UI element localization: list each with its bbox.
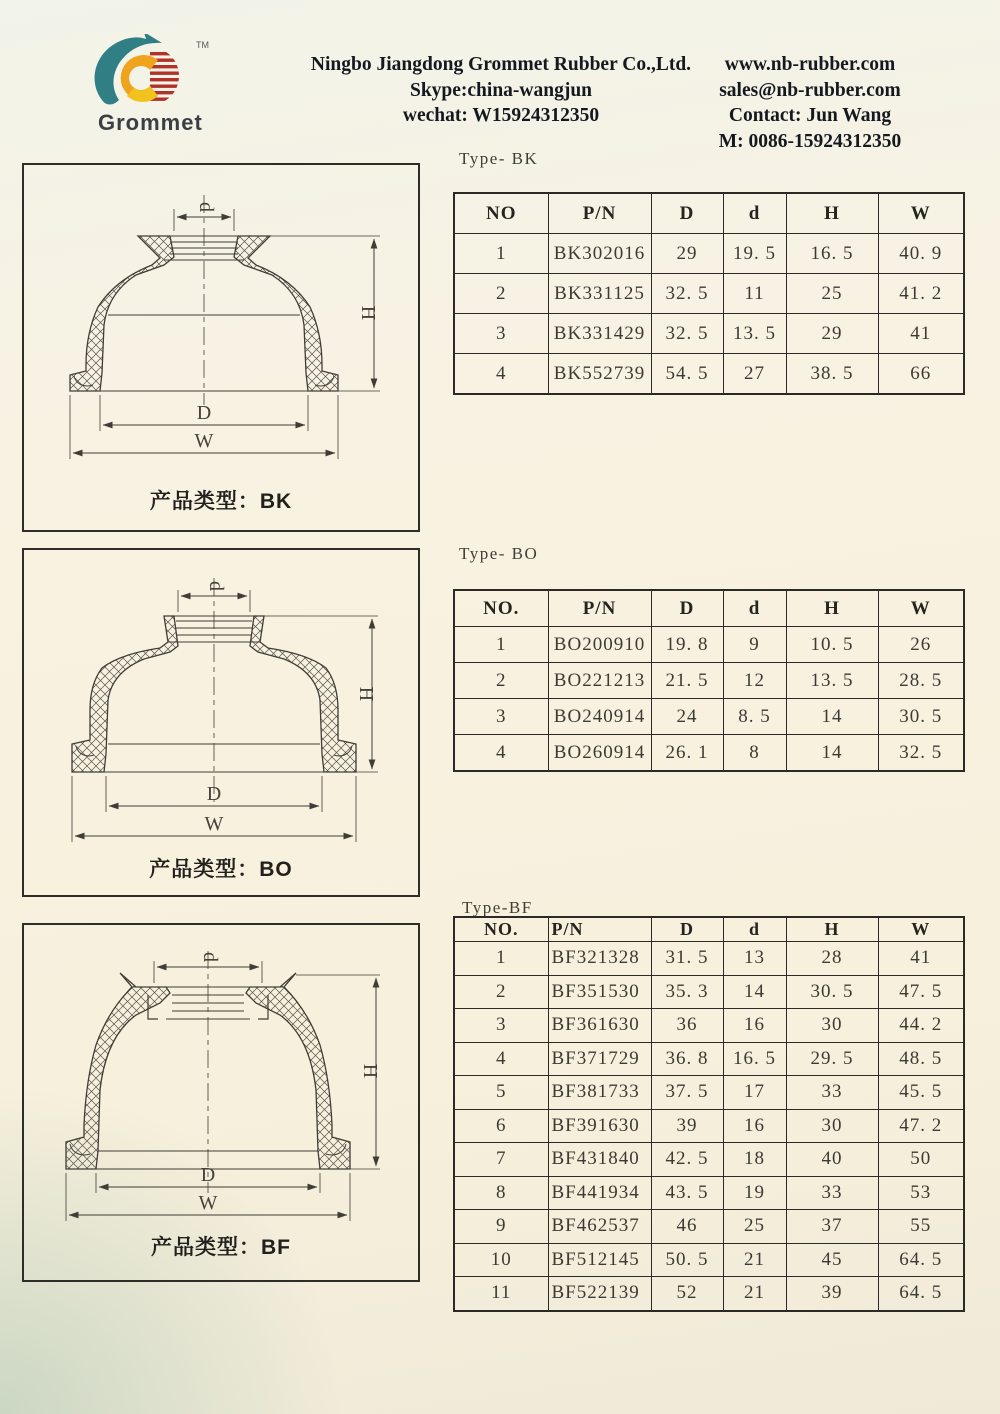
column-header: H (786, 590, 878, 627)
dim-label-w: W (198, 1192, 218, 1214)
table-cell: 14 (786, 735, 878, 772)
table-cell: 33 (786, 1076, 878, 1110)
table-cell: 21 (723, 1277, 786, 1311)
table-header-row (454, 193, 964, 234)
dim-label-h: H (355, 686, 377, 702)
table-cell: 53 (878, 1176, 964, 1210)
table-row (454, 942, 964, 976)
table-cell: 5 (454, 1076, 548, 1110)
table-cell: 37 (786, 1210, 878, 1244)
table-cell: BO240914 (548, 699, 651, 735)
table-cell: 29 (651, 234, 723, 274)
type-label-bf: Type-BF (462, 898, 533, 917)
bo-spec-table (453, 589, 965, 772)
table-cell: 45 (786, 1243, 878, 1277)
table-cell: BF361630 (548, 1009, 651, 1043)
table-cell: 45. 5 (878, 1076, 964, 1110)
table-cell: BF431840 (548, 1143, 651, 1177)
table-cell: 28. 5 (878, 663, 964, 699)
table-cell: 41 (878, 314, 964, 354)
type-label-bo: Type- BO (459, 544, 539, 563)
table-cell: 3 (454, 699, 548, 735)
table-cell: 40. 9 (878, 234, 964, 274)
table-cell: BO221213 (548, 663, 651, 699)
table-cell: 1 (454, 234, 548, 274)
table-cell: 8. 5 (723, 699, 786, 735)
table-cell: BF371729 (548, 1042, 651, 1076)
table-cell: 25 (786, 274, 878, 314)
contact-person: Contact: Jun Wang (728, 105, 892, 126)
dim-label-h: H (359, 1063, 381, 1079)
table-cell: 9 (454, 1210, 548, 1244)
table-cell: 11 (454, 1277, 548, 1311)
dim-label-w: W (204, 813, 224, 835)
table-cell: 19. 5 (723, 234, 786, 274)
table-cell: 24 (651, 699, 723, 735)
table-cell: 3 (454, 314, 548, 354)
bk-cross-section-drawing (24, 165, 418, 530)
grommet-logo-icon (84, 34, 254, 114)
table-cell: 4 (454, 1042, 548, 1076)
table-cell: 12 (723, 663, 786, 699)
bk-dimension-lines (73, 217, 374, 453)
table-cell: 29. 5 (786, 1042, 878, 1076)
table-cell: 11 (723, 274, 786, 314)
table-cell: 43. 5 (651, 1176, 723, 1210)
table-row (454, 1009, 964, 1043)
company-logo (84, 34, 254, 144)
column-header: D (651, 590, 723, 627)
company-info (296, 52, 706, 129)
table-cell: 10. 5 (786, 627, 878, 663)
table-header-row (454, 590, 964, 627)
table-cell: 47. 5 (878, 975, 964, 1009)
table-cell: 8 (723, 735, 786, 772)
bk-drawing-box (22, 163, 420, 532)
column-header: W (878, 917, 964, 942)
column-header: d (723, 193, 786, 234)
table-cell: BF391630 (548, 1109, 651, 1143)
table-cell: BF321328 (548, 942, 651, 976)
table-cell: 27 (723, 354, 786, 395)
table-row (454, 1109, 964, 1143)
sales-email: sales@nb-rubber.com (719, 79, 901, 101)
table-cell: 64. 5 (878, 1243, 964, 1277)
table-row (454, 627, 964, 663)
table-cell: 64. 5 (878, 1277, 964, 1311)
table-cell: 66 (878, 354, 964, 395)
column-header: NO. (454, 917, 548, 942)
column-header: NO (454, 193, 548, 234)
table-row (454, 274, 964, 314)
type-label-bk: Type- BK (459, 149, 539, 168)
table-cell: 14 (723, 975, 786, 1009)
table-cell: 16 (723, 1109, 786, 1143)
bf-caption: 产品类型：BF (151, 1236, 291, 1259)
table-row (454, 975, 964, 1009)
column-header: d (723, 590, 786, 627)
table-cell: 19. 8 (651, 627, 723, 663)
bf-drawing-box (22, 923, 420, 1282)
table-header-row (454, 917, 964, 942)
table-cell: 10 (454, 1243, 548, 1277)
table-cell: 36. 8 (651, 1042, 723, 1076)
table-cell: 40 (786, 1143, 878, 1177)
table-cell: BK331125 (548, 274, 651, 314)
table-cell: 4 (454, 354, 548, 395)
table-cell: BK331429 (548, 314, 651, 354)
column-header: P/N (548, 590, 651, 627)
table-cell: 55 (878, 1210, 964, 1244)
table-cell: 48. 5 (878, 1042, 964, 1076)
table-cell: BF441934 (548, 1176, 651, 1210)
table-cell: 41 (878, 942, 964, 976)
column-header: P/N (548, 193, 651, 234)
column-header: H (786, 917, 878, 942)
table-row (454, 1042, 964, 1076)
bo-caption: 产品类型：BO (149, 858, 293, 881)
bf-cross-section-drawing (24, 925, 418, 1280)
table-row (454, 1176, 964, 1210)
column-header: W (878, 590, 964, 627)
table-cell: 3 (454, 1009, 548, 1043)
table-cell: 2 (454, 663, 548, 699)
table-cell: 2 (454, 274, 548, 314)
table-cell: 28 (786, 942, 878, 976)
dim-label-big-d: D (200, 1164, 216, 1186)
table-cell: 32. 5 (878, 735, 964, 772)
table-cell: 41. 2 (878, 274, 964, 314)
table-cell: 33 (786, 1176, 878, 1210)
table-row (454, 354, 964, 395)
bf-dimension-lines (69, 967, 376, 1215)
table-cell: 16 (723, 1009, 786, 1043)
table-cell: 14 (786, 699, 878, 735)
table-row (454, 699, 964, 735)
table-cell: 44. 2 (878, 1009, 964, 1043)
table-cell: 46 (651, 1210, 723, 1244)
table-cell: BK302016 (548, 234, 651, 274)
table-cell: BF381733 (548, 1076, 651, 1110)
dim-label-w: W (194, 430, 214, 452)
table-cell: 18 (723, 1143, 786, 1177)
bk-extension-lines (70, 195, 380, 459)
column-header: D (651, 917, 723, 942)
table-cell: BF522139 (548, 1277, 651, 1311)
company-skype: Skype:china-wangjun (409, 79, 593, 101)
table-cell: 30 (786, 1109, 878, 1143)
dim-label-big-d: D (196, 402, 212, 424)
table-cell: 13 (723, 942, 786, 976)
table-cell: BF512145 (548, 1243, 651, 1277)
table-cell: 8 (454, 1176, 548, 1210)
table-cell: 16. 5 (723, 1042, 786, 1076)
table-cell: 4 (454, 735, 548, 772)
trademark-symbol: TM (196, 40, 209, 50)
table-row (454, 314, 964, 354)
dim-label-h: H (357, 305, 379, 321)
table-row (454, 735, 964, 772)
table-row (454, 1143, 964, 1177)
column-header: P/N (548, 917, 651, 942)
table-cell: 7 (454, 1143, 548, 1177)
bf-extension-lines (66, 951, 380, 1221)
table-cell: 52 (651, 1277, 723, 1311)
table-cell: 13. 5 (723, 314, 786, 354)
table-cell: 54. 5 (651, 354, 723, 395)
mobile-number: M: 0086-15924312350 (718, 130, 902, 152)
table-cell: 42. 5 (651, 1143, 723, 1177)
table-cell: 21 (723, 1243, 786, 1277)
table-row (454, 1277, 964, 1311)
table-cell: 21. 5 (651, 663, 723, 699)
bk-spec-table (453, 192, 965, 395)
table-cell: 39 (786, 1277, 878, 1311)
table-cell: 39 (651, 1109, 723, 1143)
table-cell: 32. 5 (651, 314, 723, 354)
table-cell: 1 (454, 942, 548, 976)
dim-label-d: d (205, 581, 227, 591)
table-cell: 32. 5 (651, 274, 723, 314)
dim-label-d: d (195, 202, 217, 212)
table-cell: 9 (723, 627, 786, 663)
column-header: NO. (454, 590, 548, 627)
table-cell: 38. 5 (786, 354, 878, 395)
table-row (454, 663, 964, 699)
table-cell: 30. 5 (878, 699, 964, 735)
table-cell: 13. 5 (786, 663, 878, 699)
dim-label-big-d: D (206, 783, 222, 805)
table-cell: 31. 5 (651, 942, 723, 976)
table-cell: 50 (878, 1143, 964, 1177)
table-row (454, 1210, 964, 1244)
company-name: Ningbo Jiangdong Grommet Rubber Co.,Ltd. (310, 54, 692, 75)
table-cell: 50. 5 (651, 1243, 723, 1277)
table-cell: BO260914 (548, 735, 651, 772)
table-cell: 47. 2 (878, 1109, 964, 1143)
bo-cross-section-drawing (24, 550, 418, 895)
company-wechat: wechat: W15924312350 (402, 105, 600, 126)
table-cell: 25 (723, 1210, 786, 1244)
bf-spec-table (453, 916, 965, 1312)
table-cell: 29 (786, 314, 878, 354)
contact-info (710, 52, 910, 154)
table-cell: 37. 5 (651, 1076, 723, 1110)
bk-caption: 产品类型：BK (149, 490, 293, 513)
table-cell: BF462537 (548, 1210, 651, 1244)
table-cell: 36 (651, 1009, 723, 1043)
bo-drawing-box (22, 548, 420, 897)
column-header: W (878, 193, 964, 234)
brand-name: Grommet (98, 110, 203, 135)
table-cell: 30. 5 (786, 975, 878, 1009)
table-cell: 26 (878, 627, 964, 663)
table-cell: 6 (454, 1109, 548, 1143)
dim-label-d: d (199, 952, 221, 962)
table-cell: 17 (723, 1076, 786, 1110)
table-cell: 19 (723, 1176, 786, 1210)
table-row (454, 1243, 964, 1277)
column-header: D (651, 193, 723, 234)
table-cell: 26. 1 (651, 735, 723, 772)
column-header: d (723, 917, 786, 942)
table-cell: BK552739 (548, 354, 651, 395)
table-cell: 16. 5 (786, 234, 878, 274)
table-cell: 2 (454, 975, 548, 1009)
column-header: H (786, 193, 878, 234)
table-cell: 30 (786, 1009, 878, 1043)
table-row (454, 234, 964, 274)
table-cell: 35. 3 (651, 975, 723, 1009)
table-cell: 1 (454, 627, 548, 663)
table-cell: BO200910 (548, 627, 651, 663)
table-row (454, 1076, 964, 1110)
table-cell: BF351530 (548, 975, 651, 1009)
website-url: www.nb-rubber.com (724, 54, 896, 75)
